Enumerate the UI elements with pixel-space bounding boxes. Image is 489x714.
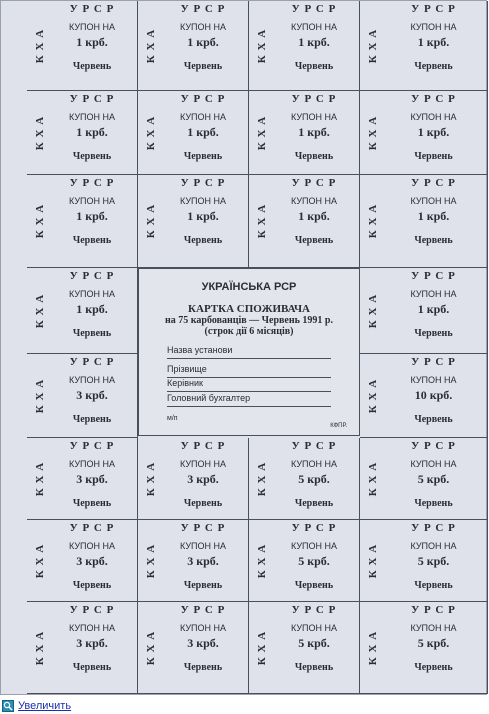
coupon-header: У Р С Р (69, 270, 115, 282)
coupon-label: КУПОН НА (410, 112, 457, 122)
coupon-side-text: К Х А (34, 378, 46, 413)
coupon-value: 1 крб. (417, 125, 450, 139)
coupon-value: 1 крб. (76, 35, 108, 49)
coupon-cell (249, 438, 360, 520)
card-subtitle: КАРТКА СПОЖИВАЧА (188, 303, 310, 315)
coupon-header: У Р С Р (291, 522, 337, 534)
coupon-side-text: К Х А (34, 28, 46, 63)
coupon-value: 3 крб. (76, 388, 108, 402)
coupon-month: Червень (414, 414, 453, 425)
coupon-header: У Р С Р (411, 440, 456, 452)
coupon-header: У Р С Р (69, 440, 115, 452)
coupon-side-text: К Х А (145, 630, 157, 665)
coupon-month: Червень (72, 662, 112, 673)
coupon-month: Червень (72, 580, 112, 591)
coupon-cell (249, 520, 360, 602)
coupon-side-text: К Х А (34, 293, 46, 328)
coupon-side-text: К Х А (367, 630, 379, 665)
coupon-cell (360, 175, 488, 268)
coupon-value: 5 крб. (417, 636, 450, 650)
coupon-side-text: К Х А (367, 115, 379, 150)
coupon-cell (27, 1, 138, 91)
coupon-header: У Р С Р (180, 93, 226, 105)
coupon-label: КУПОН НА (68, 196, 116, 206)
field-surname: Прізвище (167, 364, 331, 378)
coupon-side-text: К Х А (367, 461, 379, 496)
coupon-month: Червень (183, 662, 223, 673)
coupon-month: Червень (72, 235, 112, 246)
coupon-label: КУПОН НА (179, 541, 227, 551)
coupon-value: 5 крб. (417, 472, 450, 486)
coupon-value: 3 крб. (187, 636, 219, 650)
consumer-card-panel (138, 268, 360, 436)
coupon-value: 3 крб. (76, 472, 108, 486)
coupon-month: Червень (414, 235, 453, 246)
coupon-label: КУПОН НА (179, 196, 227, 206)
magnify-icon[interactable] (2, 700, 14, 712)
card-amount-line: на 75 карбованців — Червень 1991 р. (165, 315, 333, 326)
coupon-value: 3 крб. (187, 472, 219, 486)
coupon-header: У Р С Р (411, 604, 456, 616)
coupon-month: Червень (72, 328, 112, 339)
coupon-side-text: К Х А (367, 28, 379, 63)
coupon-side-text: К Х А (145, 203, 157, 239)
coupon-header: У Р С Р (180, 522, 226, 534)
coupon-side-text: К Х А (367, 543, 379, 578)
coupon-cell (138, 438, 249, 520)
coupon-label: КУПОН НА (290, 112, 338, 122)
field-institution: Назва установи (167, 345, 331, 359)
coupon-header: У Р С Р (411, 177, 456, 189)
coupon-value: 5 крб. (298, 472, 330, 486)
coupon-month: Червень (183, 498, 223, 509)
coupon-month: Червень (414, 662, 453, 673)
coupon-side-text: К Х А (34, 203, 46, 239)
coupon-header: У Р С Р (411, 270, 456, 282)
coupon-cell (360, 602, 488, 694)
field-accountant: Головний бухгалтер (167, 393, 331, 407)
coupon-header: У Р С Р (291, 177, 337, 189)
coupon-value: 1 крб. (187, 35, 219, 49)
coupon-label: КУПОН НА (290, 459, 338, 469)
coupon-header: У Р С Р (180, 3, 226, 15)
coupon-label: КУПОН НА (68, 289, 116, 299)
coupon-label: КУПОН НА (68, 375, 116, 385)
coupon-value: 1 крб. (417, 209, 450, 223)
coupon-header: У Р С Р (69, 356, 115, 368)
coupon-cell (360, 438, 488, 520)
coupon-cell (360, 354, 488, 438)
coupon-cell (360, 91, 488, 175)
coupon-label: КУПОН НА (68, 459, 116, 469)
coupon-month: Червень (414, 580, 453, 591)
coupon-side-text: К Х А (145, 115, 157, 150)
coupon-value: 1 крб. (417, 35, 450, 49)
field-manager: Керівник (167, 378, 331, 392)
coupon-side-text: К Х А (34, 115, 46, 150)
coupon-side-text: К Х А (367, 293, 379, 328)
coupon-header: У Р С Р (69, 177, 115, 189)
coupon-side-text: К Х А (256, 630, 268, 665)
coupon-cell (138, 1, 249, 91)
coupon-value: 1 крб. (298, 35, 330, 49)
coupon-side-text: К Х А (34, 630, 46, 665)
coupon-month: Червень (414, 498, 453, 509)
coupon-month: Червень (414, 328, 453, 339)
coupon-cell (27, 91, 138, 175)
coupon-label: КУПОН НА (410, 541, 457, 551)
coupon-month: Червень (294, 580, 334, 591)
coupon-label: КУПОН НА (290, 623, 338, 633)
coupon-side-text: К Х А (256, 115, 268, 150)
coupon-cell (27, 602, 138, 694)
stamp-label: м/п (167, 415, 178, 422)
coupon-label: КУПОН НА (179, 459, 227, 469)
coupon-label: КУПОН НА (68, 623, 116, 633)
coupon-header: У Р С Р (180, 604, 226, 616)
coupon-value: 3 крб. (187, 554, 219, 568)
coupon-month: Червень (72, 151, 112, 162)
coupon-header: У Р С Р (69, 3, 115, 15)
coupon-cell (27, 354, 138, 438)
coupon-value: 10 крб. (414, 388, 453, 402)
coupon-header: У Р С Р (180, 177, 226, 189)
coupon-label: КУПОН НА (68, 541, 116, 551)
coupon-value: 3 крб. (76, 636, 108, 650)
coupon-cell (27, 268, 138, 354)
coupon-value: 3 крб. (76, 554, 108, 568)
coupon-month: Червень (72, 498, 112, 509)
coupon-side-text: К Х А (145, 543, 157, 578)
coupon-header: У Р С Р (69, 604, 115, 616)
coupon-cell (138, 602, 249, 694)
coupon-cell (138, 91, 249, 175)
card-title: УКРАЇНСЬКА РСР (201, 281, 297, 293)
coupon-cell (249, 91, 360, 175)
coupon-label: КУПОН НА (179, 22, 227, 32)
coupon-month: Червень (183, 61, 223, 72)
coupon-label: КУПОН НА (68, 22, 116, 32)
coupon-cell (360, 1, 488, 91)
coupon-label: КУПОН НА (179, 623, 227, 633)
coupon-month: Червень (294, 61, 334, 72)
coupon-month: Червень (183, 151, 223, 162)
coupon-value: 5 крб. (417, 554, 450, 568)
coupon-value: 1 крб. (76, 302, 108, 316)
coupon-label: КУПОН НА (290, 22, 338, 32)
coupon-cell (249, 1, 360, 91)
coupon-cell (360, 268, 488, 354)
coupon-cell (27, 438, 138, 520)
coupon-header: У Р С Р (180, 440, 226, 452)
coupon-label: КУПОН НА (290, 541, 338, 551)
coupon-header: У Р С Р (69, 522, 115, 534)
coupon-cell (360, 520, 488, 602)
coupon-header: У Р С Р (411, 356, 456, 368)
coupon-value: 1 крб. (298, 209, 330, 223)
coupon-side-text: К Х А (256, 203, 268, 239)
coupon-cell (249, 175, 360, 268)
coupon-header: У Р С Р (411, 522, 456, 534)
coupon-side-text: К Х А (34, 461, 46, 496)
coupon-label: КУПОН НА (410, 459, 457, 469)
coupon-cell (138, 175, 249, 268)
coupon-header: У Р С Р (291, 440, 337, 452)
coupon-side-text: К Х А (256, 461, 268, 496)
coupon-value: 1 крб. (187, 125, 219, 139)
coupon-month: Червень (294, 151, 334, 162)
coupon-header: У Р С Р (69, 93, 115, 105)
coupon-month: Червень (414, 61, 453, 72)
coupon-side-text: К Х А (145, 461, 157, 496)
coupon-month: Червень (183, 235, 223, 246)
coupon-header: У Р С Р (291, 3, 337, 15)
coupon-side-text: К Х А (145, 28, 157, 63)
coupon-side-text: К Х А (256, 28, 268, 63)
coupon-header: У Р С Р (411, 93, 456, 105)
coupon-header: У Р С Р (291, 604, 337, 616)
coupon-value: 1 крб. (417, 302, 450, 316)
coupon-value: 1 крб. (76, 209, 108, 223)
coupon-label: КУПОН НА (290, 196, 338, 206)
coupon-value: 5 крб. (298, 554, 330, 568)
coupon-side-text: К Х А (367, 203, 379, 239)
coupon-label: КУПОН НА (410, 22, 457, 32)
coupon-month: Червень (72, 61, 112, 72)
coupon-value: 1 крб. (298, 125, 330, 139)
coupon-cell (249, 602, 360, 694)
coupon-value: 1 крб. (76, 125, 108, 139)
coupon-label: КУПОН НА (179, 112, 227, 122)
coupon-label: КУПОН НА (410, 375, 457, 385)
printer-mark: КФПР. (330, 423, 347, 429)
coupon-value: 1 крб. (187, 209, 219, 223)
coupon-header: У Р С Р (411, 3, 456, 15)
coupon-month: Червень (294, 498, 334, 509)
coupon-label: КУПОН НА (410, 623, 457, 633)
coupon-month: Червень (72, 414, 112, 425)
coupon-header: У Р С Р (291, 93, 337, 105)
coupon-side-text: К Х А (256, 543, 268, 578)
coupon-label: КУПОН НА (410, 289, 457, 299)
coupon-label: КУПОН НА (410, 196, 457, 206)
coupon-month: Червень (294, 662, 334, 673)
zoom-link[interactable]: Увеличить (18, 700, 72, 712)
coupon-cell (138, 520, 249, 602)
coupon-value: 5 крб. (298, 636, 330, 650)
footer-bar (0, 698, 71, 714)
coupon-side-text: К Х А (34, 543, 46, 578)
coupon-month: Червень (183, 580, 223, 591)
coupon-cell (27, 520, 138, 602)
coupon-month: Червень (414, 151, 453, 162)
coupon-label: КУПОН НА (68, 112, 116, 122)
coupon-side-text: К Х А (367, 378, 379, 413)
coupon-month: Червень (294, 235, 334, 246)
coupon-cell (27, 175, 138, 268)
card-validity: (строк дії 6 місяців) (204, 326, 294, 337)
